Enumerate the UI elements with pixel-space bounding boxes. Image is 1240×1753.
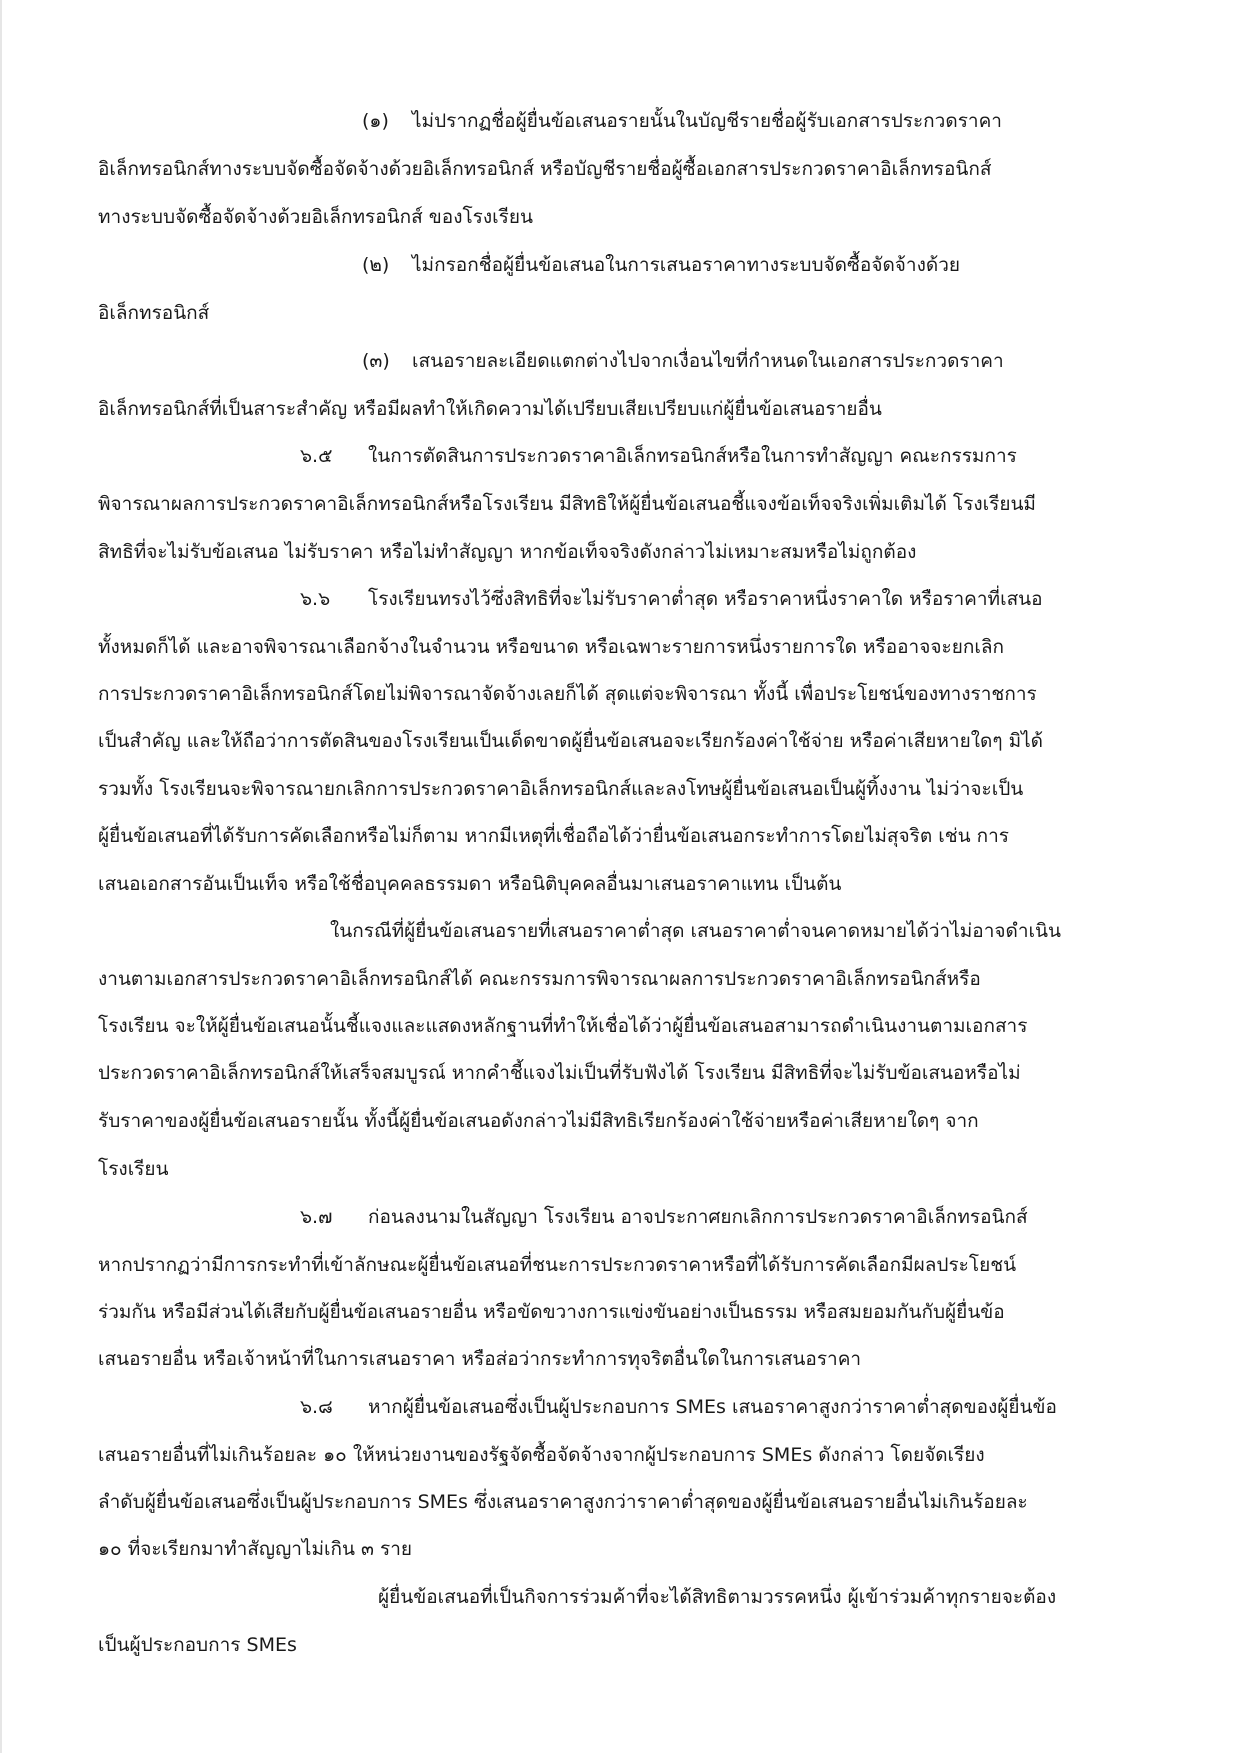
- text-line: ร่วมกัน หรือมีส่วนได้เสียกับผู้ยื่นข้อเสนอรายอื่น หรือขัดขวางการแข่งขันอย่างเป็นธรรม หรือสมยอมกันกับผู้ยื่นข้อ: [98, 1301, 1005, 1323]
- text-line: โรงเรียน: [98, 1158, 169, 1180]
- paragraph-indent: ผู้ยื่นข้อเสนอที่เป็นกิจการร่วมค้าที่จะได้สิทธิตามวรรคหนึ่ง ผู้เข้าร่วมค้าทุกรายจะต้อง: [378, 1586, 1057, 1608]
- clause-number: (๒): [362, 254, 390, 276]
- text-line: การประกวดราคาอิเล็กทรอนิกส์โดยไม่พิจารณาจัดจ้างเลยก็ได้ สุดแต่จะพิจารณา ทั้งนี้ เพื่อประโยชน์ของทางราชการ: [98, 683, 1037, 705]
- text-line: พิจารณาผลการประกวดราคาอิเล็กทรอนิกส์หรือโรงเรียน มีสิทธิให้ผู้ยื่นข้อเสนอชี้แจงข้อเท็จจริงเพิ่มเติมได้ โรงเรียนมี: [98, 493, 1036, 515]
- clause-item-2: [362, 256, 960, 275]
- clause-text: ไม่กรอกชื่อผู้ยื่นข้อเสนอในการเสนอราคาทางระบบจัดซื้อจัดจ้างด้วย: [412, 254, 961, 276]
- clause-text: ไม่ปรากฏชื่อผู้ยื่นข้อเสนอรายนั้นในบัญชีรายชื่อผู้รับเอกสารประกวดราคา: [412, 110, 1002, 132]
- scan-edge: [0, 0, 2, 1753]
- section-number: ๖.๘: [300, 1396, 333, 1418]
- text-line: ประกวดราคาอิเล็กทรอนิกส์ให้เสร็จสมบูรณ์ หากคำชี้แจงไม่เป็นที่รับฟังได้ โรงเรียน มีสิทธิที่จะไม่รับข้อเสนอหรือไม่: [98, 1062, 1021, 1084]
- text-line: รวมทั้ง โรงเรียนจะพิจารณายกเลิกการประกวดราคาอิเล็กทรอนิกส์และลงโทษผู้ยื่นข้อเสนอเป็นผู้ทิ้งงาน ไม่ว่าจะเป็น: [98, 778, 1024, 800]
- text-line: ผู้ยื่นข้อเสนอที่ได้รับการคัดเลือกหรือไม่ก็ตาม หากมีเหตุที่เชื่อถือได้ว่ายื่นข้อเสนอกระทำการโดยไม่สุจริต เช่น การ: [98, 825, 1010, 847]
- text-line: ทั้งหมดก็ได้ และอาจพิจารณาเลือกจ้างในจำนวน หรือขนาด หรือเฉพาะรายการหนึ่งรายการใด หรืออาจจะยกเลิก: [98, 636, 1004, 658]
- text-line: สิทธิที่จะไม่รับข้อเสนอ ไม่รับราคา หรือไม่ทำสัญญา หากข้อเท็จจริงดังกล่าวไม่เหมาะสมหรือไม่ถูกต้อง: [98, 541, 917, 563]
- text-line: เสนอรายอื่น หรือเจ้าหน้าที่ในการเสนอราคา หรือส่อว่ากระทำการทุจริตอื่นใดในการเสนอราคา: [98, 1348, 862, 1370]
- text-line: รับราคาของผู้ยื่นข้อเสนอรายนั้น ทั้งนี้ผู้ยื่นข้อเสนอดังกล่าวไม่มีสิทธิเรียกร้องค่าใช้จ่ายหรือค่าเสียหายใดๆ จาก: [98, 1110, 979, 1132]
- text-line: อิเล็กทรอนิกส์: [98, 302, 210, 324]
- paragraph-indent: ในกรณีที่ผู้ยื่นข้อเสนอรายที่เสนอราคาต่ำสุด เสนอราคาต่ำจนคาดหมายได้ว่าไม่อาจดำเนิน: [330, 920, 1061, 942]
- section-text: ในการตัดสินการประกวดราคาอิเล็กทรอนิกส์หรือในการทำสัญญา คณะกรรมการ: [368, 445, 1017, 467]
- section-6-7: [300, 1208, 1028, 1227]
- clause-number: (๓): [362, 350, 390, 372]
- text-line: อิเล็กทรอนิกส์ทางระบบจัดซื้อจัดจ้างด้วยอิเล็กทรอนิกส์ หรือบัญชีรายชื่อผู้ซื้อเอกสารประกวดราคาอิเล็กทรอนิกส์: [98, 158, 992, 180]
- text-line: เป็นผู้ประกอบการ SMEs: [98, 1634, 297, 1656]
- text-line: งานตามเอกสารประกวดราคาอิเล็กทรอนิกส์ได้ คณะกรรมการพิจารณาผลการประกวดราคาอิเล็กทรอนิกส์หรือ: [98, 968, 981, 990]
- text-line: เป็นสำคัญ และให้ถือว่าการตัดสินของโรงเรียนเป็นเด็ดขาดผู้ยื่นข้อเสนอจะเรียกร้องค่าใช้จ่าย หรือค่าเสียหายใดๆ มิได้: [98, 730, 1044, 752]
- clause-item-3: [362, 352, 1004, 371]
- text-line: ลำดับผู้ยื่นข้อเสนอซึ่งเป็นผู้ประกอบการ SMEs ซึ่งเสนอราคาสูงกว่าราคาต่ำสุดของผู้ยื่นข้อเสนอรายอื่นไม่เกินร้อยละ: [98, 1491, 1028, 1513]
- section-number: ๖.๖: [300, 588, 331, 610]
- clause-text: เสนอรายละเอียดแตกต่างไปจากเงื่อนไขที่กำหนดในเอกสารประกวดราคา: [412, 350, 1004, 372]
- text-line: ๑๐ ที่จะเรียกมาทำสัญญาไม่เกิน ๓ ราย: [98, 1538, 413, 1560]
- section-6-5: [300, 447, 1017, 466]
- text-line: หากปรากฏว่ามีการกระทำที่เข้าลักษณะผู้ยื่นข้อเสนอที่ชนะการประกวดราคาหรือที่ได้รับการคัดเลือกมีผลประโยชน์: [98, 1254, 1017, 1276]
- section-text: โรงเรียนทรงไว้ซึ่งสิทธิที่จะไม่รับราคาต่ำสุด หรือราคาหนึ่งราคาใด หรือราคาที่เสนอ: [368, 588, 1043, 610]
- clause-number: (๑): [362, 110, 389, 132]
- text-line: โรงเรียน จะให้ผู้ยื่นข้อเสนอนั้นชี้แจงและแสดงหลักฐานที่ทำให้เชื่อได้ว่าผู้ยื่นข้อเสนอสามารถดำเนินงานตามเอกสาร: [98, 1015, 1028, 1037]
- clause-item-1: [362, 112, 1002, 131]
- section-number: ๖.๗: [300, 1206, 333, 1228]
- text-line: อิเล็กทรอนิกส์ที่เป็นสาระสำคัญ หรือมีผลทำให้เกิดความได้เปรียบเสียเปรียบแก่ผู้ยื่นข้อเสนอรายอื่น: [98, 398, 882, 420]
- section-text: ก่อนลงนามในสัญญา โรงเรียน อาจประกาศยกเลิกการประกวดราคาอิเล็กทรอนิกส์: [368, 1206, 1028, 1228]
- text-line: เสนอเอกสารอันเป็นเท็จ หรือใช้ชื่อบุคคลธรรมดา หรือนิติบุคคลอื่นมาเสนอราคาแทน เป็นต้น: [98, 873, 842, 895]
- text-line: เสนอรายอื่นที่ไม่เกินร้อยละ ๑๐ ให้หน่วยงานของรัฐจัดซื้อจัดจ้างจากผู้ประกอบการ SMEs ดังกล่าว โดยจัดเรียง: [98, 1444, 985, 1466]
- section-text: หากผู้ยื่นข้อเสนอซึ่งเป็นผู้ประกอบการ SMEs เสนอราคาสูงกว่าราคาต่ำสุดของผู้ยื่นข้อ: [368, 1396, 1057, 1418]
- section-6-8: [300, 1398, 1057, 1417]
- section-6-6: [300, 590, 1043, 609]
- text-line: ทางระบบจัดซื้อจัดจ้างด้วยอิเล็กทรอนิกส์ ของโรงเรียน: [98, 206, 533, 228]
- section-number: ๖.๕: [300, 445, 333, 467]
